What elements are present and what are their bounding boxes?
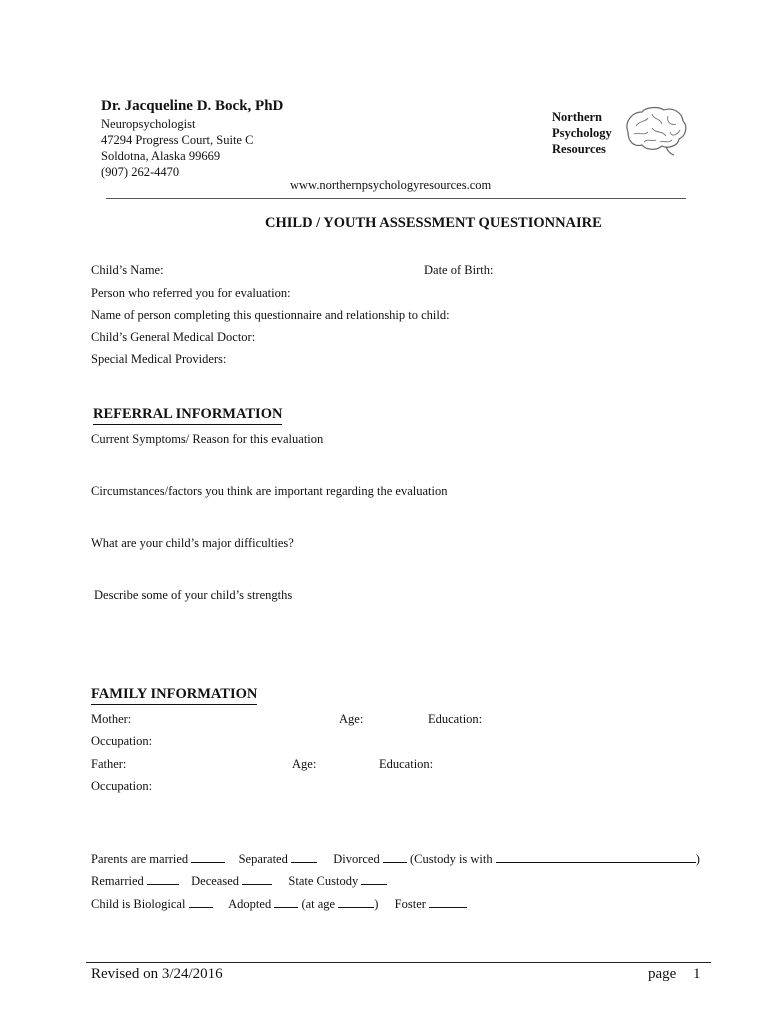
referral-question-strengths: Describe some of your child’s strengths	[94, 588, 293, 602]
separated-blank[interactable]	[291, 852, 317, 863]
custody-blank[interactable]	[496, 852, 696, 863]
brain-icon	[622, 104, 688, 156]
father-occupation-label: Occupation:	[91, 779, 153, 793]
custody-close-label: )	[695, 852, 700, 866]
foster-blank[interactable]	[429, 897, 467, 908]
general-doctor-label: Child’s General Medical Doctor:	[91, 330, 256, 344]
remarried-row	[91, 874, 387, 889]
org-name-line-1: Northern	[552, 110, 602, 124]
divorced-label: Divorced	[333, 852, 380, 866]
at-age-open-label: (at age	[301, 897, 336, 911]
foster-label: Foster	[394, 897, 426, 911]
referred-by-label: Person who referred you for evaluation:	[91, 286, 291, 300]
org-name-line-2: Psychology	[552, 126, 612, 140]
father-label: Father:	[91, 757, 127, 771]
referral-heading: REFERRAL INFORMATION	[93, 406, 282, 425]
biological-label: Child is Biological	[91, 897, 186, 911]
date-of-birth-label: Date of Birth:	[424, 263, 494, 277]
phone-number: (907) 262-4470	[101, 165, 180, 179]
org-name-line-3: Resources	[552, 142, 606, 156]
remarried-label: Remarried	[91, 874, 144, 888]
address-line-2: Soldotna, Alaska 99669	[101, 149, 221, 163]
remarried-blank[interactable]	[147, 874, 179, 885]
biological-blank[interactable]	[189, 897, 213, 908]
father-education-label: Education:	[379, 757, 434, 771]
address-line-1: 47294 Progress Court, Suite C	[101, 133, 254, 147]
page-number: 1	[693, 966, 701, 982]
mother-age-label: Age:	[339, 712, 364, 726]
at-age-close-label: )	[374, 897, 379, 911]
family-heading: FAMILY INFORMATION	[91, 686, 257, 705]
referral-question-difficulties: What are your child’s major difficulties?	[91, 536, 294, 550]
doctor-title: Neuropsychologist	[101, 117, 196, 131]
footer-divider	[86, 962, 711, 963]
custody-open-label: (Custody is with	[409, 852, 493, 866]
married-blank[interactable]	[191, 852, 225, 863]
state-custody-label: State Custody	[288, 874, 359, 888]
at-age-blank[interactable]	[338, 897, 374, 908]
childs-name-label: Child’s Name:	[91, 263, 164, 277]
header-divider	[106, 198, 686, 199]
deceased-blank[interactable]	[242, 874, 272, 885]
father-age-label: Age:	[292, 757, 317, 771]
mother-occupation-label: Occupation:	[91, 734, 153, 748]
referral-question-symptoms: Current Symptoms/ Reason for this evaluation	[91, 432, 324, 446]
mother-label: Mother:	[91, 712, 132, 726]
married-label: Parents are married	[91, 852, 189, 866]
revised-date: Revised on 3/24/2016	[91, 966, 223, 982]
child-status-row	[91, 897, 467, 912]
adopted-blank[interactable]	[274, 897, 298, 908]
deceased-label: Deceased	[191, 874, 240, 888]
completed-by-label: Name of person completing this questionnaire and relationship to child:	[91, 308, 450, 322]
form-title: CHILD / YOUTH ASSESSMENT QUESTIONNAIRE	[265, 215, 602, 231]
referral-question-circumstances: Circumstances/factors you think are important regarding the evaluation	[91, 484, 448, 498]
marital-status-row	[91, 852, 700, 867]
divorced-blank[interactable]	[383, 852, 407, 863]
doctor-name: Dr. Jacqueline D. Bock, PhD	[101, 98, 284, 114]
page-label: page	[648, 966, 677, 982]
adopted-label: Adopted	[228, 897, 272, 911]
state-custody-blank[interactable]	[361, 874, 387, 885]
website-url: www.northernpsychologyresources.com	[290, 178, 492, 192]
separated-label: Separated	[238, 852, 288, 866]
mother-education-label: Education:	[428, 712, 483, 726]
special-providers-label: Special Medical Providers:	[91, 352, 227, 366]
